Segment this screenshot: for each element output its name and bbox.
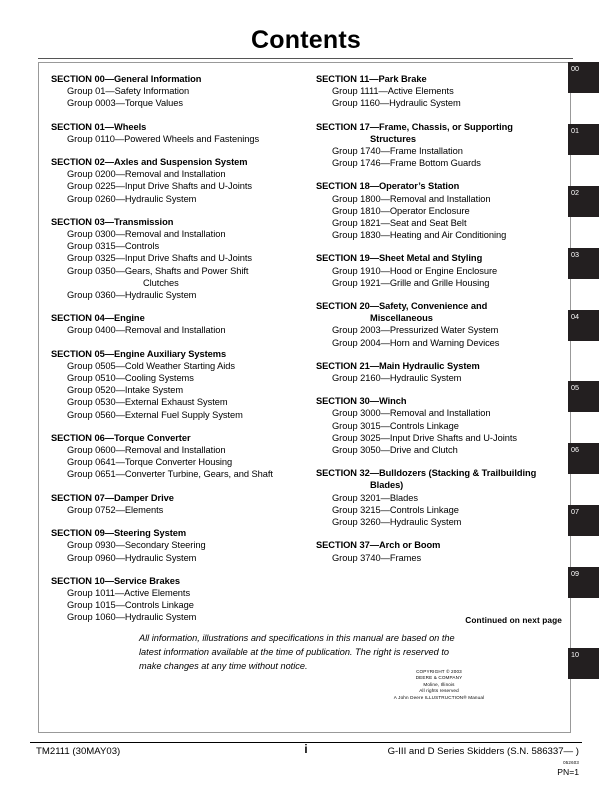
toc-group-entry[interactable]: Group 0752—Elements — [67, 504, 164, 515]
toc-section-block — [316, 180, 564, 241]
section-tab-03[interactable]: 03 — [568, 248, 599, 279]
section-tab-02[interactable]: 02 — [568, 186, 599, 217]
footer-manual-number: TM2111 (30MAY03) — [36, 746, 121, 757]
toc-section-block — [316, 300, 564, 349]
toc-section-title-continuation — [316, 133, 564, 145]
toc-column-left — [51, 73, 306, 624]
toc-group-entry[interactable]: Group 0520—Intake System — [67, 385, 184, 396]
toc-group-entry[interactable]: Group 3260—Hydraulic System — [332, 517, 462, 528]
footer-divider — [30, 742, 582, 743]
toc-group-entry[interactable]: Group 0360—Hydraulic System — [67, 290, 197, 301]
toc-group-entry[interactable]: Group 3025—Input Drive Shafts and U-Joints — [332, 432, 517, 443]
toc-group-entry[interactable]: Group 01—Safety Information — [67, 86, 190, 97]
toc-group-entry[interactable]: Group 0315—Controls — [67, 241, 160, 252]
toc-section-title[interactable]: SECTION 01—Wheels — [51, 121, 147, 132]
toc-section-title[interactable]: SECTION 21—Main Hydraulic System — [316, 360, 480, 371]
toc-section-title[interactable]: SECTION 05—Engine Auxiliary Systems — [51, 348, 227, 359]
toc-group-entry[interactable]: Group 0225—Input Drive Shafts and U-Joints — [67, 181, 252, 192]
footer-date-code: 052603 — [563, 760, 579, 765]
toc-column-right — [316, 73, 564, 564]
toc-group-entry-continuation-text: Clutches — [143, 277, 179, 288]
toc-group-entry[interactable]: Group 3740—Frames — [332, 552, 422, 563]
toc-section-title[interactable]: SECTION 02—Axles and Suspension System — [51, 157, 248, 168]
toc-group-entry[interactable]: Group 0960—Hydraulic System — [67, 552, 197, 563]
toc-section-title-continuation-text: Miscellaneous — [370, 313, 433, 324]
toc-section-title[interactable]: SECTION 30—Winch — [316, 396, 407, 407]
toc-group-entry[interactable]: Group 0510—Cooling Systems — [67, 373, 194, 384]
copyright-line-3: Moline, Illinois — [423, 681, 455, 687]
section-tab-10[interactable]: 10 — [568, 648, 599, 679]
toc-section-block — [316, 121, 564, 170]
toc-group-entry[interactable]: Group 0300—Removal and Installation — [67, 229, 226, 240]
toc-section-block — [316, 539, 564, 563]
toc-section-title[interactable]: SECTION 07—Damper Drive — [51, 492, 174, 503]
toc-section-block — [316, 73, 564, 110]
toc-section-block — [51, 492, 306, 516]
toc-group-entry[interactable]: Group 0110—Powered Wheels and Fastenings — [67, 133, 260, 144]
toc-group-entry[interactable]: Group 0350—Gears, Shafts and Power Shift — [67, 265, 249, 276]
toc-section-block — [51, 348, 306, 421]
toc-section-block — [51, 432, 306, 481]
toc-section-title[interactable]: SECTION 20—Safety, Convenience and — [316, 301, 488, 312]
disclaimer-text: All information, illustrations and specifications in this manual are based on the latest information available at the time of publication. The right is reserved to make changes at any time without notice. — [139, 633, 455, 672]
toc-section-block — [316, 467, 564, 528]
toc-group-entry[interactable]: Group 1830—Heating and Air Conditioning — [332, 230, 507, 241]
toc-group-entry[interactable]: Group 1015—Controls Linkage — [67, 600, 194, 611]
toc-section-block — [316, 252, 564, 289]
toc-group-entry[interactable]: Group 1111—Active Elements — [332, 86, 454, 97]
copyright-line-4: All rights reserved — [419, 688, 459, 694]
toc-group-entry[interactable]: Group 0641—Torque Converter Housing — [67, 457, 233, 468]
toc-section-title[interactable]: SECTION 19—Sheet Metal and Styling — [316, 253, 483, 264]
toc-section-block — [316, 360, 564, 384]
footer-pn-label: PN=1 — [557, 767, 579, 777]
toc-group-entry[interactable]: Group 2160—Hydraulic System — [332, 373, 462, 384]
toc-group-entry[interactable]: Group 1910—Hood or Engine Enclosure — [332, 265, 498, 276]
toc-group-entry[interactable]: Group 1011—Active Elements — [67, 587, 191, 598]
toc-group-entry[interactable]: Group 1921—Grille and Grille Housing — [332, 277, 490, 288]
toc-section-title-continuation — [316, 312, 564, 324]
toc-group-entry[interactable]: Group 1746—Frame Bottom Guards — [332, 158, 481, 169]
toc-group-entry[interactable]: Group 0530—External Exhaust System — [67, 397, 228, 408]
toc-group-entry[interactable]: Group 0560—External Fuel Supply System — [67, 409, 243, 420]
toc-group-entry[interactable]: Group 3201—Blades — [332, 492, 418, 503]
toc-group-entry[interactable]: Group 1060—Hydraulic System — [67, 612, 197, 623]
toc-group-entry[interactable]: Group 2003—Pressurized Water System — [332, 325, 499, 336]
toc-group-entry[interactable]: Group 1740—Frame Installation — [332, 146, 463, 157]
toc-section-title[interactable]: SECTION 06—Torque Converter — [51, 432, 191, 443]
page-title: Contents — [251, 26, 361, 54]
toc-section-block — [51, 575, 306, 624]
toc-group-entry[interactable]: Group 3215—Controls Linkage — [332, 504, 459, 515]
toc-section-title[interactable]: SECTION 17—Frame, Chassis, or Supporting — [316, 121, 513, 132]
copyright-line-5: A John Deere ILLUSTRUCTION® Manual — [393, 694, 485, 700]
toc-group-entry[interactable]: Group 3015—Controls Linkage — [332, 420, 459, 431]
toc-group-entry[interactable]: Group 0003—Torque Values — [67, 98, 183, 109]
toc-group-entry[interactable]: Group 0505—Cold Weather Starting Aids — [67, 360, 235, 371]
toc-section-block — [51, 73, 306, 110]
toc-group-entry[interactable]: Group 0260—Hydraulic System — [67, 193, 197, 204]
toc-section-title[interactable]: SECTION 32—Bulldozers (Stacking & Trailbuilding — [316, 468, 537, 479]
toc-section-title[interactable]: SECTION 11—Park Brake — [316, 74, 427, 84]
section-tab-01[interactable]: 01 — [568, 124, 599, 155]
toc-group-entry[interactable]: Group 3000—Removal and Installation — [332, 408, 491, 419]
section-tab-00[interactable]: 00 — [568, 62, 599, 93]
toc-section-block — [51, 156, 306, 205]
toc-section-title[interactable]: SECTION 03—Transmission — [51, 216, 174, 227]
toc-group-entry[interactable]: Group 2004—Horn and Warning Devices — [332, 337, 500, 348]
toc-group-entry — [51, 277, 306, 289]
toc-section-title-continuation-text: Blades) — [370, 480, 404, 491]
toc-section-block — [51, 312, 306, 336]
toc-group-entry[interactable]: Group 1810—Operator Enclosure — [332, 205, 470, 216]
toc-section-block — [51, 527, 306, 564]
section-tab-06[interactable]: 06 — [568, 443, 599, 474]
toc-group-entry[interactable]: Group 0400—Removal and Installation — [67, 325, 226, 336]
toc-group-entry[interactable]: Group 3050—Drive and Clutch — [332, 445, 458, 456]
toc-section-title-continuation-text: Structures — [370, 133, 416, 144]
toc-group-entry[interactable]: Group 0651—Converter Turbine, Gears, and Shaft — [67, 469, 273, 480]
toc-section-title[interactable]: SECTION 37—Arch or Boom — [316, 540, 441, 551]
toc-group-entry[interactable]: Group 1821—Seat and Seat Belt — [332, 218, 467, 229]
section-tab-07[interactable]: 07 — [568, 505, 599, 536]
toc-group-entry[interactable]: Group 0600—Removal and Installation — [67, 445, 226, 456]
continued-on-next-page-note: Continued on next page — [465, 615, 562, 625]
toc-section-title[interactable]: SECTION 09—Steering System — [51, 528, 187, 539]
toc-section-title-continuation — [316, 479, 564, 491]
copyright-block — [339, 669, 539, 701]
toc-section-title[interactable]: SECTION 10—Service Brakes — [51, 575, 180, 586]
title-divider — [38, 58, 573, 59]
copyright-line-1: COPYRIGHT © 2003 — [416, 669, 462, 674]
toc-group-entry[interactable]: Group 0200—Removal and Installation — [67, 169, 226, 180]
toc-group-entry[interactable]: Group 1160—Hydraulic System — [332, 98, 461, 109]
section-tab-05[interactable]: 05 — [568, 381, 599, 412]
contents-frame — [38, 62, 571, 733]
toc-section-block — [316, 395, 564, 456]
footer-page-number: i — [304, 744, 308, 756]
section-tab-04[interactable]: 04 — [568, 310, 599, 341]
toc-group-entry[interactable]: Group 0325—Input Drive Shafts and U-Joints — [67, 253, 252, 264]
toc-section-block — [51, 216, 306, 301]
toc-group-entry[interactable]: Group 1800—Removal and Installation — [332, 193, 491, 204]
toc-section-title[interactable]: SECTION 04—Engine — [51, 313, 145, 324]
copyright-line-2: DEERE & COMPANY — [415, 675, 463, 681]
toc-group-entry[interactable]: Group 0930—Secondary Steering — [67, 540, 206, 551]
toc-section-title[interactable]: SECTION 00—General Information — [51, 74, 202, 84]
toc-section-block — [51, 121, 306, 145]
section-tab-09[interactable]: 09 — [568, 567, 599, 598]
toc-section-title[interactable]: SECTION 18—Operator’s Station — [316, 181, 460, 192]
footer-model-info: G-III and D Series Skidders (S.N. 586337— ) — [387, 746, 579, 757]
